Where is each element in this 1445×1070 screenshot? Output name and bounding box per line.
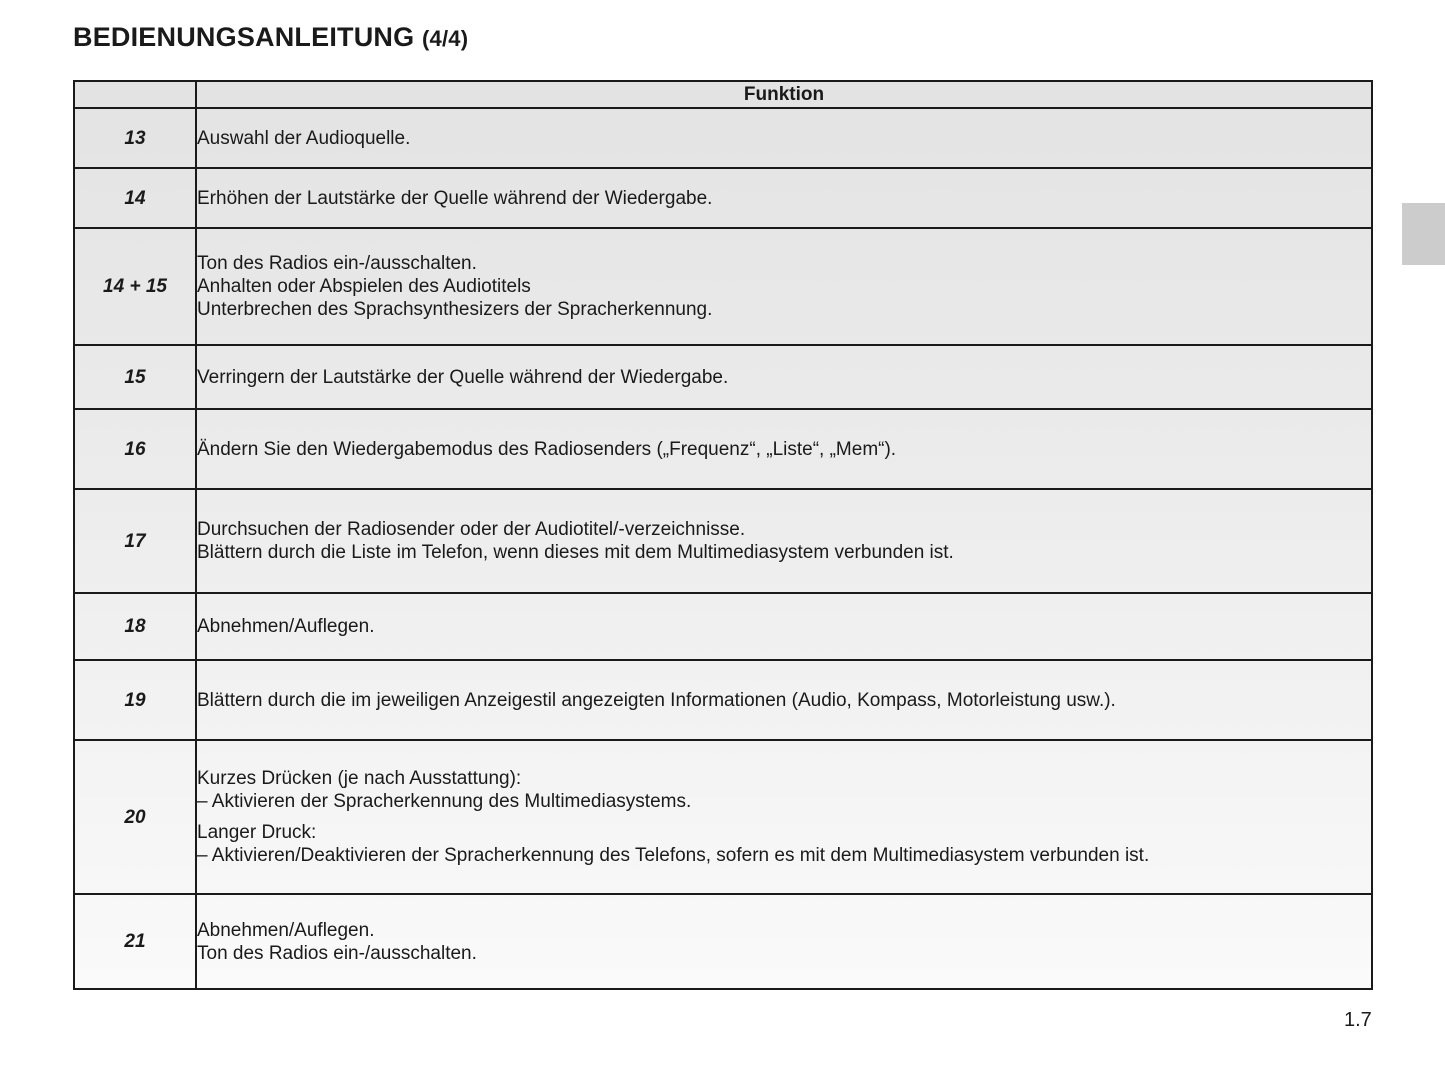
table-row bbox=[74, 108, 1372, 168]
row-key: 13 bbox=[74, 108, 196, 168]
row-key: 20 bbox=[74, 740, 196, 894]
table-row bbox=[74, 409, 1372, 489]
row-function bbox=[196, 345, 1372, 409]
table-row bbox=[74, 894, 1372, 989]
table-header-row bbox=[74, 81, 1372, 108]
row-function bbox=[196, 489, 1372, 593]
function-line: Auswahl der Audioquelle. bbox=[197, 127, 411, 149]
row-function bbox=[196, 228, 1372, 345]
function-line: Ändern Sie den Wiedergabemodus des Radiosenders („Frequenz“, „Liste“, „Mem“). bbox=[197, 438, 897, 460]
chapter-tab-marker bbox=[1402, 203, 1445, 265]
row-function bbox=[196, 409, 1372, 489]
row-key: 18 bbox=[74, 593, 196, 660]
function-bullet-line: – Aktivieren/Deaktivieren der Spracherkennung des Telefons, sofern es mit dem Multimediasystem verbunden ist. bbox=[197, 845, 1150, 866]
page-title bbox=[73, 22, 468, 53]
function-line: Anhalten oder Abspielen des Audiotitels bbox=[197, 276, 531, 297]
column-header-key bbox=[74, 81, 196, 108]
table-row bbox=[74, 168, 1372, 228]
row-key: 16 bbox=[74, 409, 196, 489]
row-key: 14 + 15 bbox=[74, 228, 196, 345]
row-key: 21 bbox=[74, 894, 196, 989]
row-function bbox=[196, 660, 1372, 740]
row-function bbox=[196, 894, 1372, 989]
page-number: 1.7 bbox=[1344, 1009, 1372, 1031]
row-key: 17 bbox=[74, 489, 196, 593]
row-function bbox=[196, 168, 1372, 228]
table-row bbox=[74, 345, 1372, 409]
page-title-part: (4/4) bbox=[422, 26, 469, 51]
function-line: Ton des Radios ein-/ausschalten. bbox=[197, 253, 477, 274]
function-line: Langer Druck: bbox=[197, 822, 317, 843]
function-table bbox=[73, 80, 1373, 990]
row-key: 15 bbox=[74, 345, 196, 409]
function-bullet-line: – Aktivieren der Spracherkennung des Multimediasystems. bbox=[197, 791, 692, 812]
page-title-text: BEDIENUNGSANLEITUNG bbox=[73, 22, 415, 52]
row-function bbox=[196, 740, 1372, 894]
function-line: Unterbrechen des Sprachsynthesizers der Spracherkennung. bbox=[197, 299, 713, 320]
row-function bbox=[196, 593, 1372, 660]
table-row bbox=[74, 228, 1372, 345]
function-line: Erhöhen der Lautstärke der Quelle während der Wiedergabe. bbox=[197, 187, 713, 209]
table-row bbox=[74, 593, 1372, 660]
function-line: Abnehmen/Auflegen. bbox=[197, 919, 375, 941]
function-line: Durchsuchen der Radiosender oder der Audiotitel/-verzeichnisse. bbox=[197, 519, 746, 540]
function-line: Kurzes Drücken (je nach Ausstattung): bbox=[197, 768, 522, 789]
row-key: 14 bbox=[74, 168, 196, 228]
table-row bbox=[74, 740, 1372, 894]
function-line: Blättern durch die Liste im Telefon, wenn dieses mit dem Multimediasystem verbunden ist. bbox=[197, 542, 954, 563]
function-line: Abnehmen/Auflegen. bbox=[197, 616, 375, 637]
table-row bbox=[74, 489, 1372, 593]
table-row bbox=[74, 660, 1372, 740]
column-header-function: Funktion bbox=[196, 81, 1372, 108]
function-line: Blättern durch die im jeweiligen Anzeigestil angezeigten Informationen (Audio, Kompass, Motorleistung usw.). bbox=[197, 689, 1116, 711]
row-function bbox=[196, 108, 1372, 168]
function-line: Ton des Radios ein-/ausschalten. bbox=[197, 942, 477, 964]
function-line: Verringern der Lautstärke der Quelle während der Wiedergabe. bbox=[197, 366, 729, 388]
row-key: 19 bbox=[74, 660, 196, 740]
